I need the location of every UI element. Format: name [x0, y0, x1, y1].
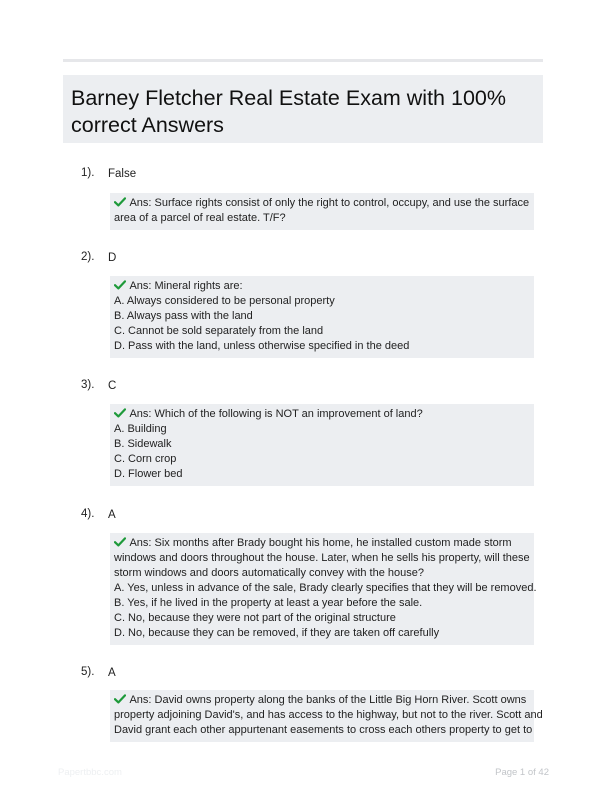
answer-box — [110, 193, 534, 230]
question-number: 4). — [81, 508, 95, 520]
answer-option: D. Pass with the land, unless otherwise specified in the deed — [114, 340, 410, 352]
question-answer: A — [108, 509, 116, 521]
page-title: Barney Fletcher Real Estate Exam with 100% correct Answers — [71, 86, 506, 137]
answer-line — [114, 407, 530, 422]
answer-text: Ans: Which of the following is NOT an improvement of land? — [129, 408, 423, 420]
answer-option: D. Flower bed — [114, 468, 183, 480]
check-icon — [114, 537, 126, 547]
page-number: Page 1 of 42 — [495, 767, 549, 778]
answer-option: A. Always considered to be personal property — [114, 295, 335, 307]
answer-line: David grant each other appurtenant easements to cross each others property to get to — [114, 724, 533, 736]
answer-text: Ans: Surface rights consist of only the right to control, occupy, and use the surface — [129, 197, 530, 209]
answer-line: area of a parcel of real estate. T/F? — [114, 212, 286, 224]
answer-option: C. Corn crop — [114, 453, 177, 465]
answer-line — [114, 536, 530, 551]
answer-line — [114, 693, 530, 708]
answer-box — [110, 404, 534, 486]
answer-line: storm windows and doors automatically convey with the house? — [114, 567, 424, 579]
answer-option: B. Yes, if he lived in the property at least a year before the sale. — [114, 597, 423, 609]
check-icon — [114, 280, 126, 290]
check-icon — [114, 694, 126, 704]
footer-site-watermark: Papertbbc.com — [58, 767, 122, 778]
answer-option: B. Always pass with the land — [114, 310, 253, 322]
answer-box — [110, 533, 537, 645]
answer-option: D. No, because they can be removed, if they are taken off carefully — [114, 627, 440, 639]
check-icon — [114, 408, 126, 418]
answer-text: Ans: Mineral rights are: — [129, 280, 243, 292]
answer-line — [114, 196, 530, 211]
check-icon — [114, 197, 126, 207]
answer-option: C. No, because they were not part of the original structure — [114, 612, 396, 624]
answer-text: Ans: David owns property along the banks of the Little Big Horn River. Scott owns — [129, 694, 527, 706]
answer-option: A. Building — [114, 423, 167, 435]
answer-option: A. Yes, unless in advance of the sale, Brady clearly specifies that they will be removed. — [114, 582, 537, 594]
answer-text: Ans: Six months after Brady bought his home, he installed custom made storm — [129, 537, 512, 549]
question-answer: D — [108, 252, 117, 264]
answer-option: B. Sidewalk — [114, 438, 172, 450]
top-divider — [63, 59, 543, 62]
question-number: 3). — [81, 379, 95, 391]
question-answer: False — [108, 168, 137, 180]
question-answer: C — [108, 380, 117, 392]
question-answer: A — [108, 667, 116, 679]
question-number: 1). — [81, 167, 95, 179]
answer-box — [110, 690, 543, 742]
answer-option: C. Cannot be sold separately from the land — [114, 325, 324, 337]
answer-line: windows and doors throughout the house. Later, when he sells his property, will these — [114, 552, 530, 564]
question-number: 2). — [81, 251, 95, 263]
answer-box — [110, 276, 534, 358]
answer-line — [114, 279, 530, 294]
title-banner — [63, 75, 543, 143]
answer-line: property adjoining David's, and has access to the highway, but not to the river. Scott and — [114, 709, 543, 721]
question-number: 5). — [81, 666, 95, 678]
